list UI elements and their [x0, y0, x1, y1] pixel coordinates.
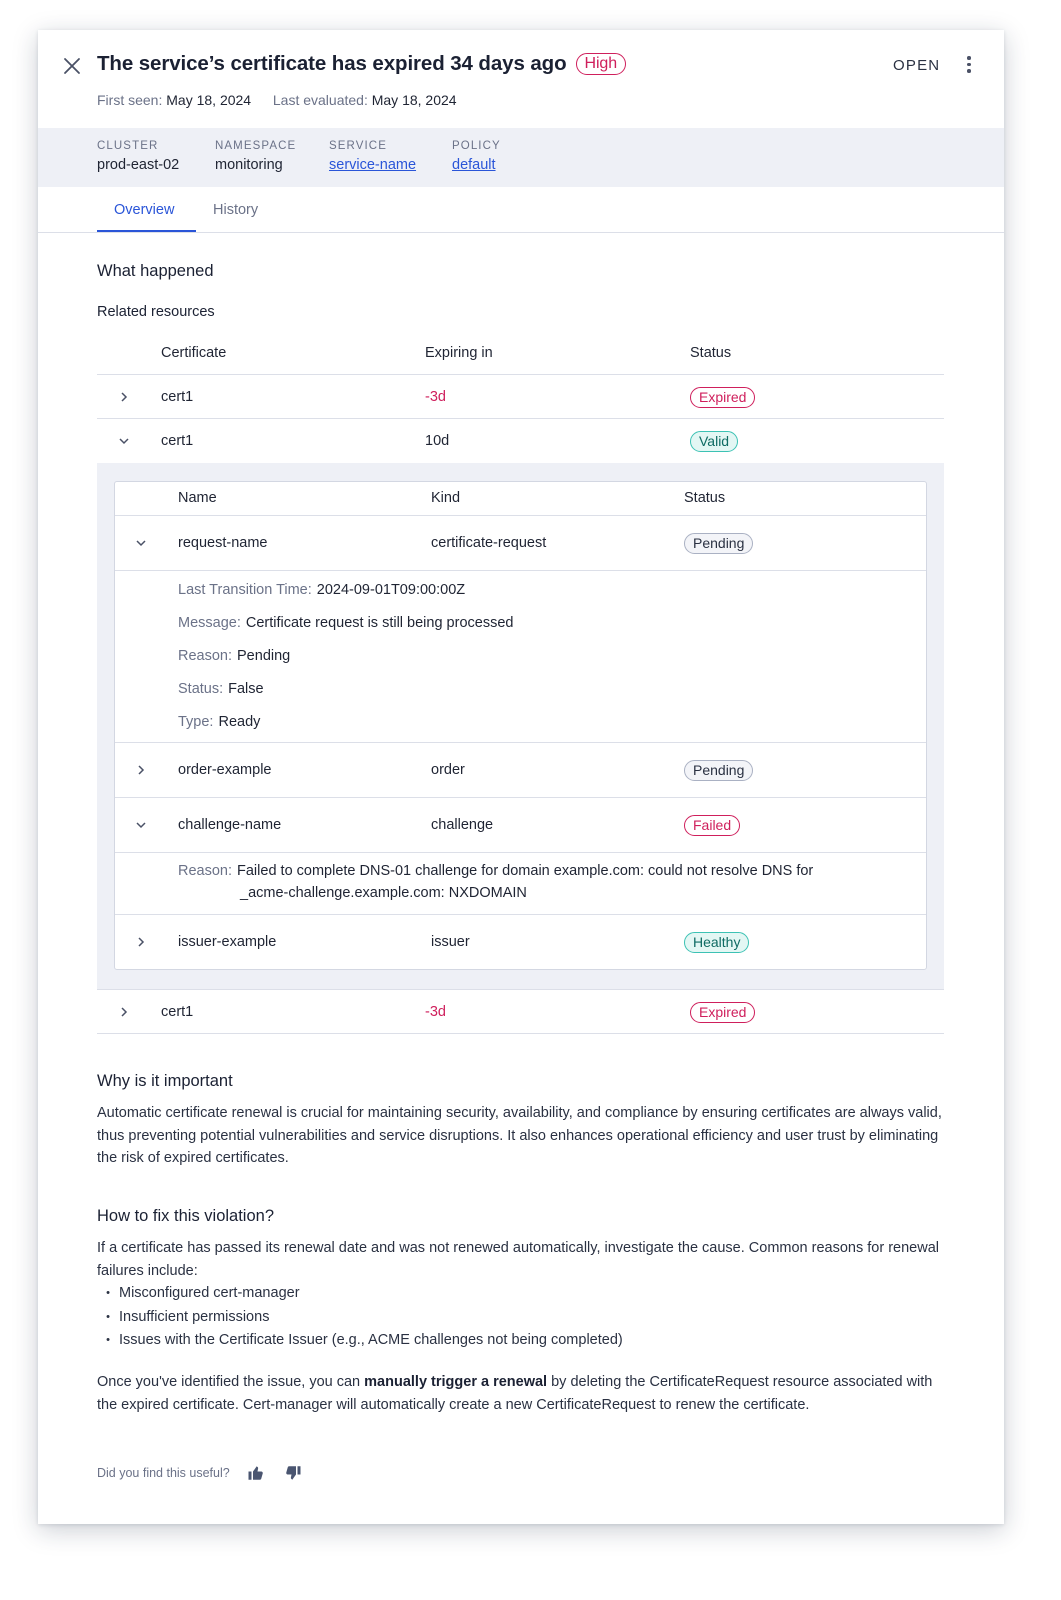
expanded-details — [97, 463, 944, 989]
open-status-button[interactable]: OPEN — [893, 57, 941, 74]
resource-info-band — [38, 128, 1004, 187]
first-seen-value: May 18, 2024 — [166, 92, 252, 108]
detail-type: Type: Ready — [178, 714, 261, 730]
page-title — [97, 52, 626, 77]
policy-link[interactable]: default — [452, 157, 496, 173]
status-badge: Valid — [690, 431, 738, 452]
how-to-fix-outro: Once you've identified the issue, you can manually trigger a renewal by deleting the CertificateRequest resource associated with the expired certificate. Cert-manager will automatically create a new CertificateRequest to renew the certificate. — [97, 1374, 933, 1413]
detail-reason: Reason: Pending — [178, 648, 291, 664]
how-to-fix-intro: If a certificate has passed its renewal date and was not renewed automatically, investigate the cause. Common reasons for renewal failures include: — [97, 1240, 939, 1279]
col-header-status: Status — [690, 345, 732, 361]
col-header-expiring: Expiring in — [425, 345, 493, 361]
resource-name: request-name — [178, 535, 268, 551]
status-badge: Expired — [690, 387, 755, 408]
related-resources-heading: Related resources — [97, 304, 215, 320]
namespace-field — [215, 140, 296, 173]
col-header-name: Name — [178, 490, 217, 506]
resource-details — [115, 852, 926, 914]
status-cell — [690, 1002, 755, 1023]
policy-label: POLICY — [452, 140, 501, 152]
nested-row[interactable] — [115, 797, 926, 852]
resource-name: challenge-name — [178, 817, 282, 833]
col-header-certificate: Certificate — [161, 345, 227, 361]
status-badge: Pending — [684, 760, 753, 781]
resource-kind: certificate-request — [431, 535, 547, 551]
detail-status: Status: False — [178, 681, 264, 697]
resource-kind: challenge — [431, 817, 494, 833]
how-to-fix-heading: How to fix this violation? — [97, 1207, 274, 1225]
detail-message: Message: Certificate request is still being processed — [178, 615, 514, 631]
resource-details — [115, 570, 926, 742]
tab-history[interactable]: History — [213, 202, 259, 218]
service-label: SERVICE — [329, 140, 387, 152]
status-badge: Failed — [684, 815, 740, 836]
tab-bar — [38, 187, 1004, 233]
expiring-value: 10d — [425, 433, 450, 449]
nested-row[interactable] — [115, 914, 926, 969]
last-evaluated-label: Last evaluated: — [272, 92, 368, 108]
policy-field — [452, 140, 501, 173]
thumbs-down-icon[interactable] — [284, 1464, 302, 1482]
col-header-kind: Kind — [431, 490, 461, 506]
list-item: • Misconfigured cert-manager — [97, 1282, 623, 1306]
resource-kind: order — [431, 762, 465, 778]
chevron-down-icon[interactable] — [117, 434, 131, 448]
violation-detail-panel — [38, 30, 1004, 1524]
nested-row[interactable] — [115, 515, 926, 570]
manual-renewal-emphasis: manually trigger a renewal — [364, 1374, 548, 1390]
chevron-down-icon[interactable] — [134, 536, 148, 550]
nested-row[interactable] — [115, 742, 926, 797]
certificate-name: cert1 — [161, 389, 194, 405]
detail-reason: Reason: Failed to complete DNS-01 challenge for domain example.com: could not resolve DNS for — [178, 863, 814, 879]
chevron-right-icon[interactable] — [117, 1005, 131, 1019]
cluster-label: CLUSTER — [97, 140, 159, 152]
cluster-value: prod-east-02 — [97, 157, 180, 173]
list-item: • Insufficient permissions — [97, 1306, 623, 1330]
status-cell — [684, 760, 753, 781]
why-important-heading: Why is it important — [97, 1072, 233, 1090]
resource-name: issuer-example — [178, 934, 277, 950]
status-cell — [684, 932, 749, 953]
col-header-status: Status — [684, 490, 726, 506]
namespace-value: monitoring — [215, 157, 283, 173]
active-tab-indicator — [97, 230, 196, 232]
what-happened-heading: What happened — [97, 262, 214, 280]
service-field — [329, 140, 416, 173]
service-link[interactable]: service-name — [329, 157, 417, 173]
more-options-icon[interactable] — [964, 56, 974, 76]
status-cell — [684, 815, 740, 836]
expiring-value: -3d — [425, 389, 446, 405]
table-row[interactable] — [97, 374, 944, 418]
status-badge: Expired — [690, 1002, 755, 1023]
status-cell — [690, 387, 755, 408]
resource-kind: issuer — [431, 934, 470, 950]
certificate-name: cert1 — [161, 433, 194, 449]
chevron-right-icon[interactable] — [117, 390, 131, 404]
expiring-value: -3d — [425, 1004, 446, 1020]
list-item: • Issues with the Certificate Issuer (e.g., ACME challenges not being completed) — [97, 1329, 623, 1353]
status-cell — [690, 431, 738, 452]
chevron-down-icon[interactable] — [134, 818, 148, 832]
table-row[interactable] — [97, 989, 944, 1034]
tab-overview[interactable]: Overview — [114, 202, 175, 218]
status-cell — [684, 533, 753, 554]
close-icon[interactable] — [60, 54, 84, 78]
first-seen-label: First seen: — [97, 92, 163, 108]
why-important-text: Automatic certificate renewal is crucial for maintaining security, availability, and compliance by ensuring certificates are always valid, thus preventing potential vulnerabilities and service disruptions. It also enhances operational efficiency and user trust by eliminating the risk of expired certificates. — [97, 1105, 942, 1166]
detail-reason-continued: _acme-challenge.example.com: NXDOMAIN — [240, 885, 527, 901]
feedback-question: Did you find this useful? — [97, 1466, 230, 1480]
table-row[interactable] — [97, 418, 944, 463]
resource-name: order-example — [178, 762, 272, 778]
detail-last-transition: Last Transition Time: 2024-09-01T09:00:00Z — [178, 582, 466, 598]
status-badge: Pending — [684, 533, 753, 554]
title-text: The service’s certificate has expired 34 days ago — [97, 52, 567, 75]
severity-badge: High — [576, 53, 627, 75]
last-evaluated-value: May 18, 2024 — [371, 92, 457, 108]
chevron-right-icon[interactable] — [134, 935, 148, 949]
failure-reasons-list — [97, 1282, 623, 1353]
meta-line — [97, 92, 457, 108]
related-resources-table — [97, 330, 944, 1035]
status-badge: Healthy — [684, 932, 749, 953]
cluster-field — [97, 140, 179, 173]
certificate-name: cert1 — [161, 1004, 194, 1020]
chevron-right-icon[interactable] — [134, 763, 148, 777]
thumbs-up-icon[interactable] — [247, 1464, 265, 1482]
nested-resources-table — [114, 481, 927, 970]
namespace-label: NAMESPACE — [215, 140, 297, 152]
